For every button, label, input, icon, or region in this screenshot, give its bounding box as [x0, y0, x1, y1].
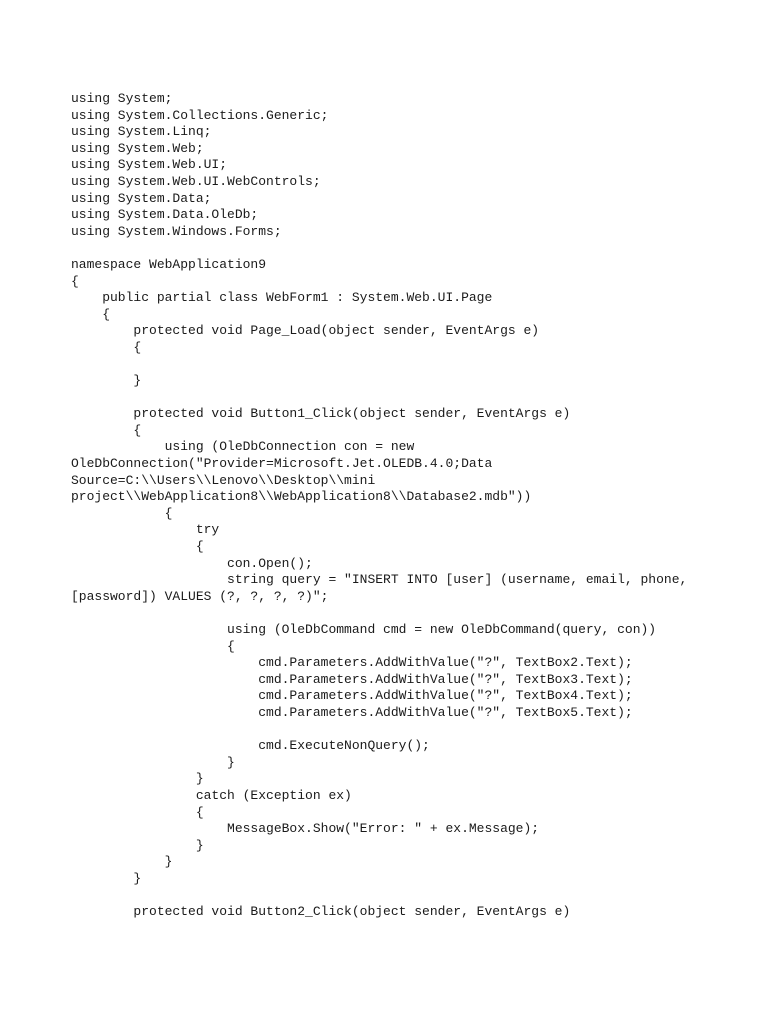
code-line: using System.Windows.Forms; [71, 223, 282, 239]
code-line: OleDbConnection("Provider=Microsoft.Jet.OLEDB.4.0;Data [71, 456, 493, 472]
code-listing [71, 91, 721, 921]
code-line: cmd.Parameters.AddWithValue("?", TextBox3.Text); [71, 671, 633, 687]
code-line: { [71, 505, 173, 521]
code-line: protected void Button1_Click(object sender, EventArgs e) [71, 406, 571, 422]
code-line: Source=C:\\Users\\Lenovo\\Desktop\\mini [71, 472, 376, 488]
code-line: { [71, 273, 79, 289]
code-line: namespace WebApplication9 [71, 256, 267, 272]
code-line: using (OleDbCommand cmd = new OleDbCommand(query, con)) [71, 622, 657, 637]
code-line: catch (Exception ex) [71, 787, 352, 803]
code-line [71, 357, 721, 374]
code-line: [password]) VALUES (?, ?, ?, ?)"; [71, 588, 329, 604]
code-line: protected void Button2_Click(object sender, EventArgs e) [71, 904, 571, 920]
code-line [71, 722, 721, 739]
code-line: } [71, 854, 173, 870]
code-line: { [71, 422, 142, 438]
code-line: using System; [71, 91, 173, 106]
code-line: using System.Web.UI.WebControls; [71, 173, 321, 189]
code-line: using System.Data; [71, 190, 212, 206]
code-line: } [71, 771, 204, 787]
code-line: cmd.Parameters.AddWithValue("?", TextBox4.Text); [71, 688, 633, 704]
code-line [71, 390, 721, 407]
code-line: project\\WebApplication8\\WebApplication8\\Database2.mdb")) [71, 489, 532, 505]
code-line: cmd.Parameters.AddWithValue("?", TextBox2.Text); [71, 655, 633, 671]
code-line: cmd.Parameters.AddWithValue("?", TextBox5.Text); [71, 704, 633, 720]
code-line: using System.Linq; [71, 124, 212, 140]
code-line: protected void Page_Load(object sender, EventArgs e) [71, 323, 540, 339]
code-line: using System.Web; [71, 140, 204, 156]
code-line: } [71, 837, 204, 853]
code-line: } [71, 754, 235, 770]
code-line: { [71, 804, 204, 820]
code-line: public partial class WebForm1 : System.Web.UI.Page [71, 290, 493, 306]
code-line: using System.Collections.Generic; [71, 107, 329, 123]
code-line: try [71, 522, 220, 538]
code-line: using (OleDbConnection con = new [71, 439, 415, 455]
code-line: } [71, 870, 142, 886]
code-line: { [71, 539, 204, 555]
code-line: using System.Data.OleDb; [71, 207, 259, 223]
code-line: { [71, 306, 111, 322]
code-line: { [71, 638, 235, 654]
code-line: string query = "INSERT INTO [user] (username, email, phone, [71, 572, 688, 588]
code-line: using System.Web.UI; [71, 157, 228, 173]
code-line [71, 240, 721, 257]
code-line: } [71, 373, 142, 389]
code-line [71, 888, 721, 905]
code-line: MessageBox.Show("Error: " + ex.Message); [71, 821, 540, 837]
code-line: cmd.ExecuteNonQuery(); [71, 738, 430, 754]
code-line: con.Open(); [71, 555, 313, 571]
code-line: { [71, 339, 142, 355]
code-line [71, 605, 721, 622]
